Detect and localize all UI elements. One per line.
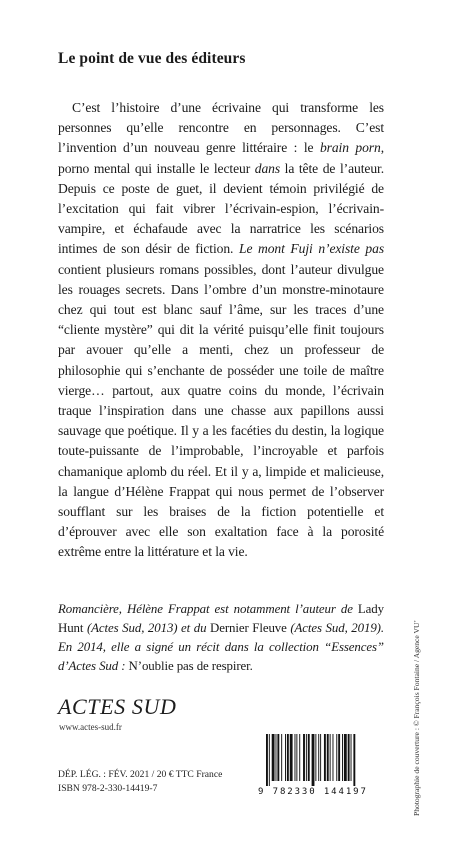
barcode-digits: 9 782330 144197: [258, 787, 368, 797]
barcode-bar: [281, 734, 282, 781]
bio-book-title: Dernier Fleuve: [206, 621, 291, 635]
blurb-segment: C’est l’histoire d’une écrivaine qui transforme les personnes qu’elle rencontre en personnages. C’est l’invention d’un nouveau genre littéraire : le: [58, 100, 384, 156]
barcode-bar: [353, 734, 355, 786]
barcode-bar: [342, 734, 343, 781]
bio-book-title: N’oublie pas de respirer.: [125, 659, 253, 673]
bio-segment: (Actes Sud, 2013) et du: [86, 621, 207, 635]
publisher-website: www.actes-sud.fr: [59, 722, 122, 732]
barcode-bar: [285, 734, 286, 781]
bio-book-title: Lady Hunt: [58, 602, 384, 635]
barcode-bars: [264, 734, 394, 786]
barcode-bar: [277, 734, 279, 781]
legal-deposit: DÉP. LÉG. : FÉV. 2021 / 20 € TTC France: [58, 769, 223, 780]
photo-credit: Photographie de couverture : © François Fontaine / Agence VU’: [412, 619, 421, 816]
barcode-bar: [320, 734, 321, 781]
barcode-bar: [269, 734, 270, 786]
blurb-text: [58, 98, 384, 563]
barcode-bar: [330, 734, 331, 781]
isbn: ISBN 978-2-330-14419-7: [58, 783, 158, 794]
barcode-bar: [318, 734, 319, 781]
barcode-bar: [312, 734, 315, 786]
barcode-bar: [344, 734, 347, 781]
barcode-bar: [308, 734, 310, 781]
barcode-bar: [324, 734, 326, 781]
barcode-bar: [336, 734, 337, 781]
legal-info: [58, 768, 222, 796]
barcode-bar: [351, 734, 352, 781]
barcode-bar: [315, 734, 316, 781]
barcode-bar: [276, 734, 277, 781]
blurb-segment: la tête de l’auteur. Depuis ce poste de guet, il devient témoin privilégié de l’excitation qui fait vibrer l’écrivain-espion, l’écrivain-vampire, et échafaude avec la narratrice les scénarios intimes de son désir de fiction.: [58, 160, 384, 257]
bio-segment: (Actes Sud, 2019). En 2014, elle a signé un récit dans la collection “Essences” d’Actes Sud :: [58, 621, 384, 673]
barcode-bar: [266, 734, 268, 786]
barcode-bar: [327, 734, 329, 781]
barcode-bar: [295, 734, 296, 781]
barcode-bar: [290, 734, 293, 781]
barcode-bar: [287, 734, 289, 781]
barcode-bar: [303, 734, 305, 781]
barcode: [258, 734, 398, 800]
barcode-bar: [333, 734, 334, 781]
blurb-italic: brain porn: [319, 140, 381, 156]
bio-segment: Romancière, Hélène Frappat est notamment l’auteur de: [58, 602, 353, 616]
blurb-segment: , porno mental qui installe le lecteur: [58, 140, 384, 176]
barcode-bar: [338, 734, 340, 781]
section-title: Le point de vue des éditeurs: [58, 50, 246, 67]
publisher-logo: ACTES SUD: [58, 694, 177, 719]
barcode-bar: [348, 734, 350, 781]
barcode-bar: [306, 734, 307, 781]
author-bio: [58, 600, 384, 676]
barcode-bar: [272, 734, 275, 781]
blurb-italic: dans: [254, 160, 281, 176]
blurb-segment: contient plusieurs romans possibles, dont l’auteur divulgue les rouages secrets. Dans l’ombre d’un monstre-minotaure chez qui tout est blanc sauf l’âme, sur les traces d’une “cliente mystère” qui dit la vérité puisqu’elle finit toujours par avouer qu’elle a menti, chez un professeur de philosophie qui s’enchante de posséder une toile de maître vierge… partout, aux quatre coins du monde, l’écrivain traque l’inspiration dans une chasse aux papillons aussi sauvage que poétique. Il y a les facéties du destin, la logique toute-puissante de l’improbable, l’incroyable et parfois chamanique aplomb du réel. Et il y a, limpide et malicieuse, la langue d’Hélène Frappat qui nous permet de l’observer soufflant sur les braises de la fiction potentielle et d’éprouver avec elle son exaltation face à la porosité extrême entre la littérature et la vie.: [58, 261, 384, 560]
barcode-bar: [296, 734, 297, 781]
blurb-italic: Le mont Fuji n’existe pas: [238, 241, 385, 257]
barcode-bar: [299, 734, 300, 781]
